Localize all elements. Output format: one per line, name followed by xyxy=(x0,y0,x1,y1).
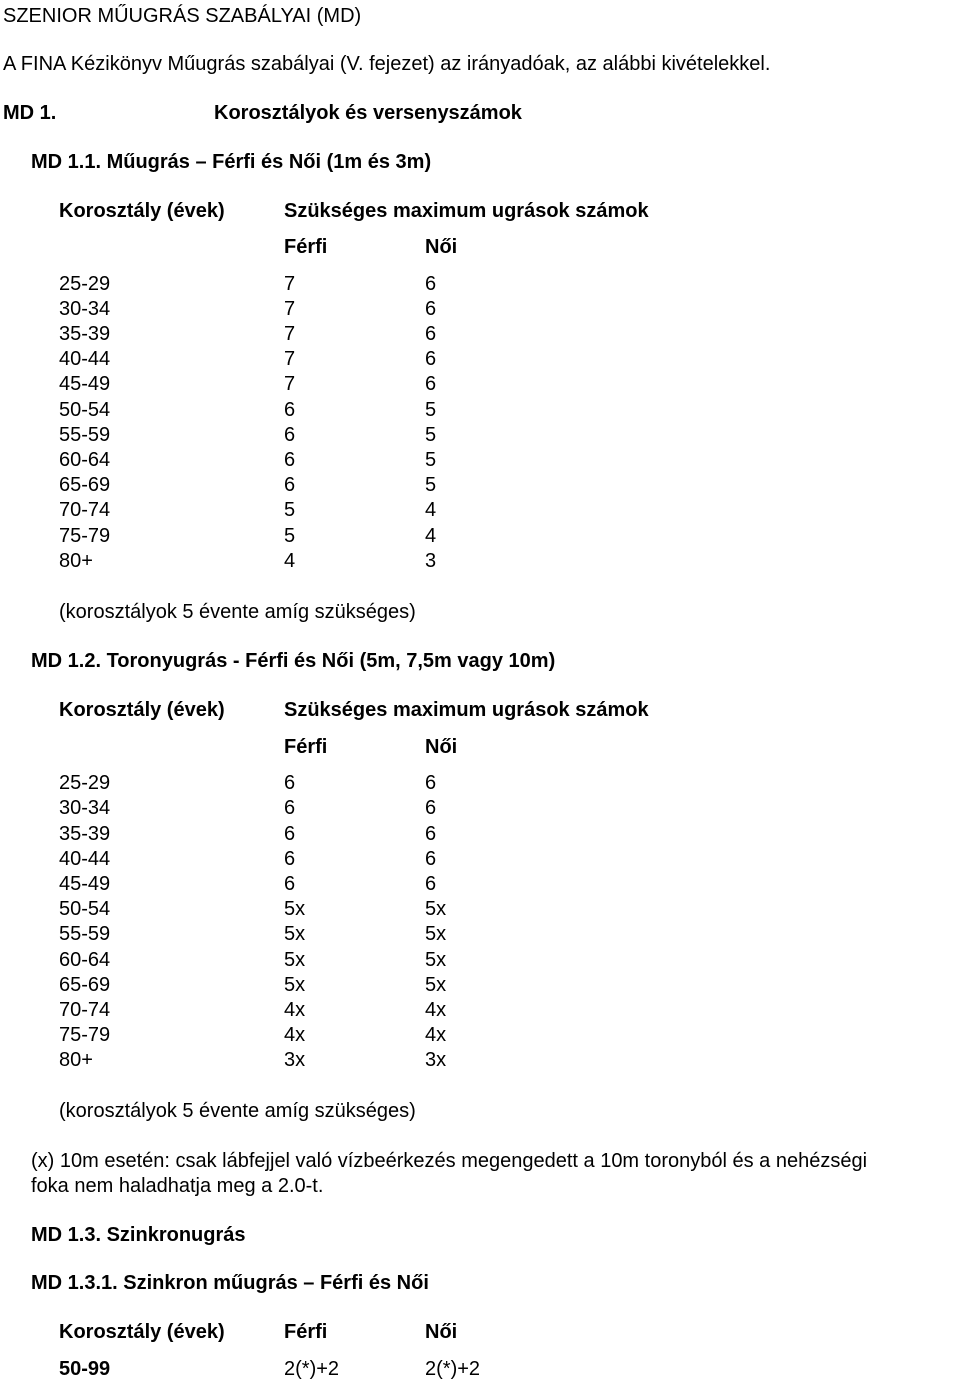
age-cell: 40-44 xyxy=(59,848,111,870)
women-cell: 6 xyxy=(425,298,437,320)
men-cell: 5x xyxy=(284,974,306,996)
md11-col-men-header: Férfi xyxy=(284,236,328,258)
age-cell: 25-29 xyxy=(59,772,111,794)
men-cell: 6 xyxy=(284,399,296,421)
women-cell: 5x xyxy=(425,923,447,945)
women-cell: 6 xyxy=(425,797,437,819)
men-cell: 6 xyxy=(284,873,296,895)
women-cell: 5x xyxy=(425,949,447,971)
women-cell: 6 xyxy=(425,873,437,895)
men-cell: 4x xyxy=(284,999,306,1021)
md12-col-men-header: Férfi xyxy=(284,736,328,758)
age-cell: 50-54 xyxy=(59,898,111,920)
men-cell: 6 xyxy=(284,449,296,471)
age-cell: 30-34 xyxy=(59,797,111,819)
md131-col-age-header: Korosztály (évek) xyxy=(59,1321,225,1343)
md12-col-age-header: Korosztály (évek) xyxy=(59,699,225,721)
age-cell: 25-29 xyxy=(59,273,111,295)
women-cell: 3x xyxy=(425,1049,447,1071)
intro-paragraph: A FINA Kézikönyv Műugrás szabályai (V. fejezet) az irányadóak, az alábbi kivételekkel. xyxy=(3,53,771,75)
women-cell: 4 xyxy=(425,525,437,547)
age-cell: 75-79 xyxy=(59,525,111,547)
men-cell: 7 xyxy=(284,273,296,295)
age-cell: 55-59 xyxy=(59,424,111,446)
age-cell: 70-74 xyxy=(59,499,111,521)
md11-heading: MD 1.1. Műugrás – Férfi és Női (1m és 3m) xyxy=(31,151,432,173)
men-cell: 6 xyxy=(284,474,296,496)
women-cell: 6 xyxy=(425,823,437,845)
md11-col-women-header: Női xyxy=(425,236,458,258)
women-cell: 4 xyxy=(425,499,437,521)
age-cell: 60-64 xyxy=(59,449,111,471)
md131-col-men-header: Férfi xyxy=(284,1321,328,1343)
age-cell: 80+ xyxy=(59,550,93,572)
men-cell: 5 xyxy=(284,525,296,547)
age-cell: 65-69 xyxy=(59,974,111,996)
men-cell: 3x xyxy=(284,1049,306,1071)
age-cell: 35-39 xyxy=(59,323,111,345)
women-cell: 2(*)+2 xyxy=(425,1358,481,1380)
men-cell: 6 xyxy=(284,797,296,819)
document-title: SZENIOR MŰUGRÁS SZABÁLYAI (MD) xyxy=(3,5,362,27)
age-cell: 80+ xyxy=(59,1049,93,1071)
age-cell: 70-74 xyxy=(59,999,111,1021)
men-cell: 7 xyxy=(284,348,296,370)
age-cell: 45-49 xyxy=(59,873,111,895)
men-cell: 7 xyxy=(284,298,296,320)
men-cell: 5 xyxy=(284,499,296,521)
md12-footnote-line1: (x) 10m esetén: csak lábfejjel való vízbeérkezés megengedett a 10m toronyból és a nehézségi xyxy=(31,1150,868,1172)
md13-heading: MD 1.3. Szinkronugrás xyxy=(31,1224,246,1246)
women-cell: 4x xyxy=(425,999,447,1021)
men-cell: 5x xyxy=(284,898,306,920)
men-cell: 6 xyxy=(284,848,296,870)
women-cell: 5x xyxy=(425,898,447,920)
men-cell: 6 xyxy=(284,772,296,794)
md12-col-women-header: Női xyxy=(425,736,458,758)
women-cell: 6 xyxy=(425,373,437,395)
men-cell: 4x xyxy=(284,1024,306,1046)
women-cell: 5 xyxy=(425,399,437,421)
women-cell: 3 xyxy=(425,550,437,572)
men-cell: 5x xyxy=(284,949,306,971)
women-cell: 5 xyxy=(425,424,437,446)
women-cell: 6 xyxy=(425,348,437,370)
age-cell: 65-69 xyxy=(59,474,111,496)
age-cell: 50-54 xyxy=(59,399,111,421)
men-cell: 2(*)+2 xyxy=(284,1358,340,1380)
men-cell: 7 xyxy=(284,323,296,345)
women-cell: 4x xyxy=(425,1024,447,1046)
md12-col-required-header: Szükséges maximum ugrások számok xyxy=(284,699,649,721)
women-cell: 6 xyxy=(425,772,437,794)
age-cell: 55-59 xyxy=(59,923,111,945)
women-cell: 5x xyxy=(425,974,447,996)
md11-note: (korosztályok 5 évente amíg szükséges) xyxy=(59,601,416,623)
men-cell: 6 xyxy=(284,823,296,845)
age-cell: 75-79 xyxy=(59,1024,111,1046)
women-cell: 6 xyxy=(425,323,437,345)
men-cell: 7 xyxy=(284,373,296,395)
women-cell: 6 xyxy=(425,848,437,870)
md131-heading: MD 1.3.1. Szinkron műugrás – Férfi és Női xyxy=(31,1272,429,1294)
md1-heading: Korosztályok és versenyszámok xyxy=(214,102,522,124)
men-cell: 4 xyxy=(284,550,296,572)
age-cell: 60-64 xyxy=(59,949,111,971)
md131-col-women-header: Női xyxy=(425,1321,458,1343)
age-cell: 35-39 xyxy=(59,823,111,845)
age-cell: 50-99 xyxy=(59,1358,111,1380)
md11-col-age-header: Korosztály (évek) xyxy=(59,200,225,222)
women-cell: 6 xyxy=(425,273,437,295)
age-cell: 45-49 xyxy=(59,373,111,395)
md11-col-required-header: Szükséges maximum ugrások számok xyxy=(284,200,649,222)
age-cell: 40-44 xyxy=(59,348,111,370)
men-cell: 6 xyxy=(284,424,296,446)
women-cell: 5 xyxy=(425,449,437,471)
men-cell: 5x xyxy=(284,923,306,945)
md12-note: (korosztályok 5 évente amíg szükséges) xyxy=(59,1100,416,1122)
md1-number: MD 1. xyxy=(3,102,57,124)
md12-footnote-line2: foka nem haladhatja meg a 2.0-t. xyxy=(31,1175,324,1197)
age-cell: 30-34 xyxy=(59,298,111,320)
women-cell: 5 xyxy=(425,474,437,496)
md12-heading: MD 1.2. Toronyugrás - Férfi és Női (5m, 7,5m vagy 10m) xyxy=(31,650,556,672)
